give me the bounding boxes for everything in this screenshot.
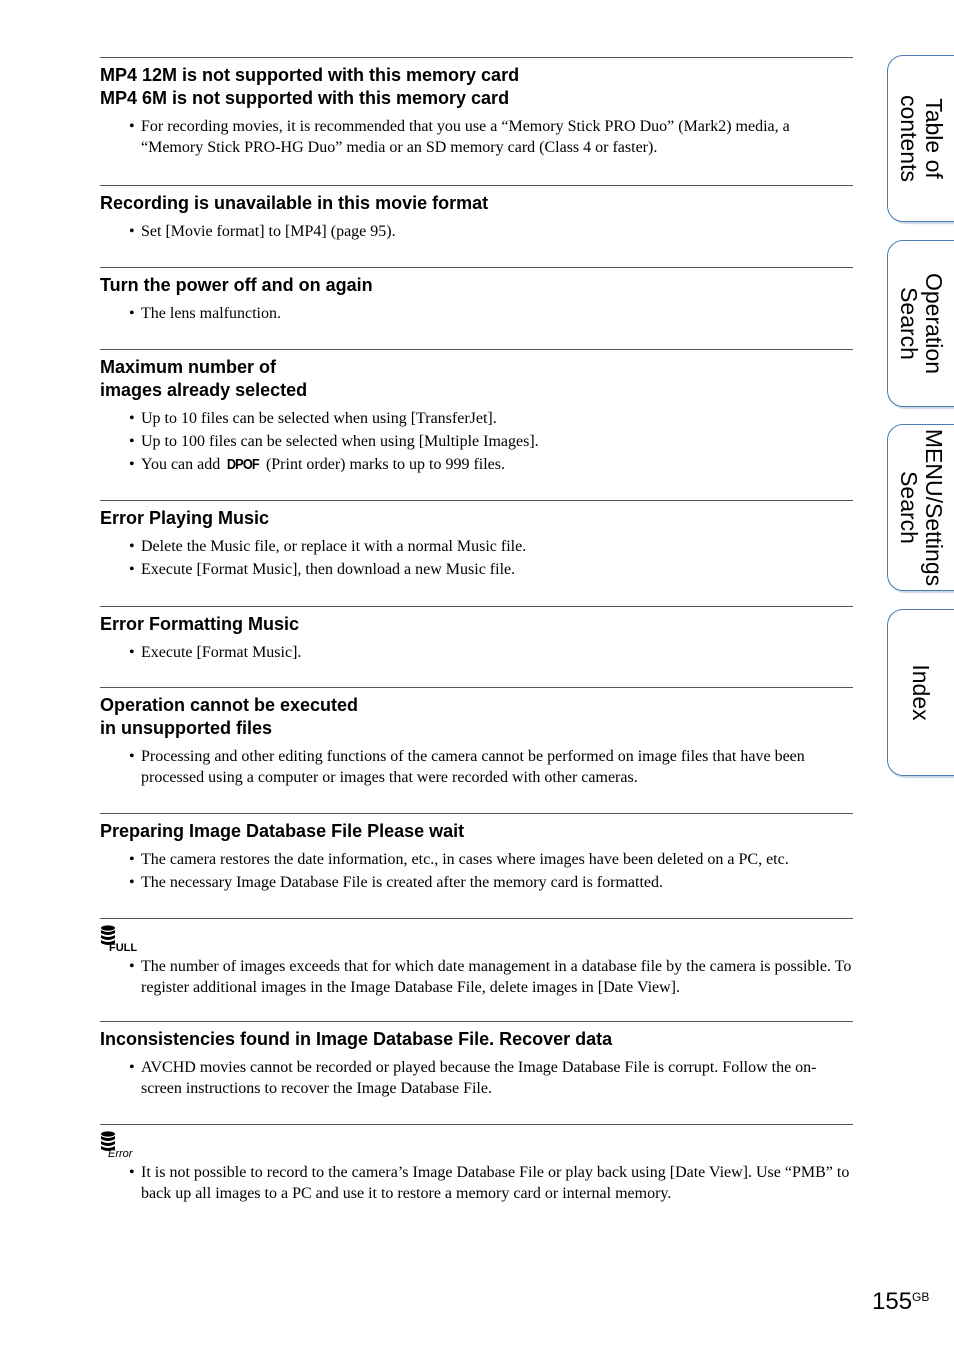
section-max-images-selected <box>100 349 853 500</box>
section-unsupported-files <box>100 687 853 813</box>
list-item: • Up to 100 files can be selected when using [Multiple Images]. <box>100 431 853 452</box>
section-error-playing-music <box>100 500 853 606</box>
section-title: MP4 12M is not supported with this memory card MP4 6M is not supported with this memory card <box>100 65 520 108</box>
bullet-list <box>100 849 853 893</box>
list-item: • Up to 10 files can be selected when using [TransferJet]. <box>100 408 853 429</box>
section-title: Operation cannot be executed in unsupported files <box>100 695 359 738</box>
database-error-icon <box>100 1131 140 1158</box>
section-power-cycle <box>100 267 853 349</box>
bullet-list <box>100 303 853 324</box>
section-title: Error Playing Music <box>100 508 270 528</box>
section-mp4-unsupported <box>100 57 853 185</box>
list-item: • Execute [Format Music]. <box>100 642 853 663</box>
list-item: • For recording movies, it is recommended that you use a “Memory Stick PRO Duo” (Mark2) media, a “Memory Stick PRO-HG Duo” media or an SD memory card (Class 4 or faster). <box>100 116 853 158</box>
list-item: • The necessary Image Database File is created after the memory card is formatted. <box>100 872 853 893</box>
list-item: • Processing and other editing functions of the camera cannot be performed on image files that have been processed using a computer or images that were recorded with other cameras. <box>100 746 853 788</box>
bullet-list <box>100 221 853 242</box>
list-item: • The number of images exceeds that for which date management in a database file by the camera is possible. To register additional images in the Image Database File, delete images in [Date View]. <box>100 956 853 998</box>
section-database-inconsistent <box>100 1021 853 1124</box>
section-title: Recording is unavailable in this movie format <box>100 193 489 213</box>
dpof-mark-icon: DPOF <box>227 456 260 473</box>
list-item: • You can add DPOF (Print order) marks to up to 999 files. <box>100 454 853 475</box>
list-item: • Set [Movie format] to [MP4] (page 95). <box>100 221 853 242</box>
section-movie-format-unavailable <box>100 185 853 267</box>
section-database-error <box>100 1124 853 1227</box>
bullet-list <box>100 116 853 158</box>
bullet-list <box>100 746 853 788</box>
svg-text:Error: Error <box>108 1148 133 1158</box>
tab-operation-search[interactable]: Operation Search <box>887 240 954 407</box>
bullet-list <box>100 408 853 475</box>
section-title: Maximum number of images already selected <box>100 357 308 400</box>
message-list <box>100 57 853 1227</box>
list-item: • Execute [Format Music], then download a new Music file. <box>100 559 853 580</box>
svg-text:FULL: FULL <box>109 942 138 952</box>
page-number: $155^{GB}$ <box>872 1288 930 1315</box>
tab-index[interactable]: Index <box>887 609 954 776</box>
list-item: • AVCHD movies cannot be recorded or played because the Image Database File is corrupt. Follow the on-screen instructions to recover the Image Database File. <box>100 1057 853 1099</box>
list-item: • It is not possible to record to the camera’s Image Database File or play back using [Date View]. Use “PMB” to back up all images to a PC and use it to restore a memory card or internal memory. <box>100 1162 853 1204</box>
list-item: • Delete the Music file, or replace it with a normal Music file. <box>100 536 853 557</box>
tab-menu-settings-search[interactable]: MENU/Settings Search <box>887 424 954 591</box>
section-title: Inconsistencies found in Image Database File. Recover data <box>100 1029 613 1049</box>
section-error-formatting-music <box>100 606 853 687</box>
tab-table-of-contents[interactable]: Table of contents <box>887 55 954 222</box>
bullet-list <box>100 642 853 663</box>
bullet-list <box>100 536 853 580</box>
bullet-list <box>100 1162 853 1204</box>
section-title: Preparing Image Database File Please wait <box>100 821 465 841</box>
bullet-list <box>100 1057 853 1099</box>
list-item: • The camera restores the date information, etc., in cases where images have been deleted on a PC, etc. <box>100 849 853 870</box>
database-full-icon <box>100 925 140 952</box>
section-title: Turn the power off and on again <box>100 275 373 295</box>
bullet-list <box>100 956 853 998</box>
list-item: • The lens malfunction. <box>100 303 853 324</box>
section-database-full <box>100 918 853 1021</box>
section-preparing-database <box>100 813 853 918</box>
section-title: Error Formatting Music <box>100 614 300 634</box>
